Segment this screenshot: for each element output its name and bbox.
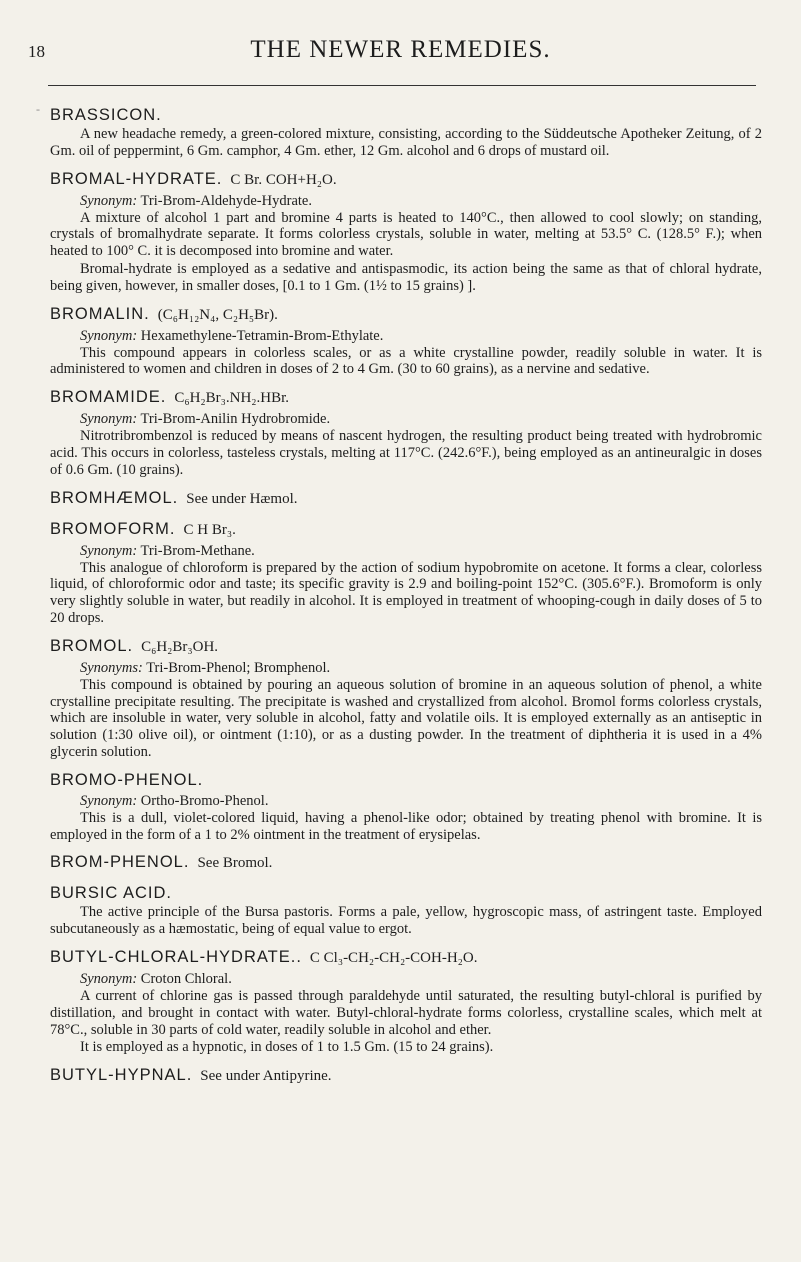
entry-paragraph: This compound appears in colorless scales, or as a white crystalline powder, readily soluble in water. It is administered to women and children in doses of 2 to 4 Gm. (30 to 60 grains), as a nervine and sedative.: [50, 344, 762, 378]
synonym-label: Synonym:: [80, 542, 138, 559]
entry-paragraph: Bromal-hydrate is employed as a sedative and antispasmodic, its action being the same as that of chloral hydrate, being given, however, in smaller doses, [0.1 to 1 Gm. (1½ to 15 grains) ].: [50, 260, 762, 294]
entry-formula: C H Br₃.: [183, 521, 236, 538]
entry-heading: [50, 303, 762, 326]
synonym-value: Croton Chloral.: [140, 970, 232, 987]
synonym-label: Synonym:: [80, 792, 138, 809]
entry-title: BROMHÆMOL.: [50, 488, 179, 507]
entry-formula: (C₆H₁₂N₄, C₂H₅Br).: [157, 306, 278, 323]
entry-heading: [50, 635, 762, 658]
entry-title: BRASSICON.: [50, 106, 162, 124]
synonym-label: Synonym:: [80, 192, 138, 209]
entry-title: BROMALIN.: [50, 304, 150, 323]
entry-heading: [50, 386, 762, 409]
entry-synonym: [80, 659, 762, 677]
entry-cross-reference: See under Hæmol.: [186, 490, 298, 507]
margin-mark: -: [36, 102, 40, 116]
entry-synonym: [80, 327, 762, 345]
entry: [50, 769, 762, 844]
synonym-value: Hexamethylene-Tetramin-Brom-Ethylate.: [140, 327, 384, 344]
entry: [50, 487, 762, 510]
entry-title: BUTYL-HYPNAL.: [50, 1066, 193, 1085]
entry-heading: [50, 769, 762, 791]
page-header: [0, 36, 801, 66]
entry-paragraph: A new headache remedy, a green-colored mixture, consisting, according to the Süddeutsche Apotheker Zeitung, of 2 Gm. oil of peppermint, 6 Gm. camphor, 4 Gm. ether, 12 Gm. alcohol and 6 drops of mustard oil.: [50, 126, 762, 159]
entry-cross-reference: See Bromol.: [197, 855, 273, 872]
entry-paragraph: Nitrotribrombenzol is reduced by means of nascent hydrogen, the resulting product being treated with hydrobromic acid. This occurs in colorless, tasteless crystals, melting at 117°C. (242.6°F.), being employed as an antineuralgic in doses of 0.6 Gm. (10 grains).: [50, 428, 762, 478]
header-rule: [48, 85, 756, 86]
entry-heading: [50, 946, 762, 969]
entry-title: BUTYL-CHLORAL-HYDRATE..: [50, 947, 302, 966]
entry: [50, 386, 762, 478]
entry-title: BROMOFORM.: [50, 519, 176, 538]
synonym-value: Ortho-Bromo-Phenol.: [140, 792, 269, 809]
entry-formula: C₆H₂Br₃OH.: [141, 638, 219, 655]
entry-heading: [50, 518, 762, 541]
entry: [50, 168, 762, 295]
entry-title: BROMAL-HYDRATE.: [50, 169, 223, 188]
synonym-value: Tri-Brom-Aldehyde-Hydrate.: [140, 192, 312, 209]
page-number: 18: [28, 42, 45, 61]
entry-heading: [50, 168, 762, 191]
entry-synonym: [80, 792, 762, 810]
entry-title: BROMAMIDE.: [50, 388, 167, 407]
synonym-value: Tri-Brom-Methane.: [140, 542, 255, 559]
entry-formula: C Cl₃-CH₂-CH₂-COH-H₂O.: [309, 949, 478, 966]
entry-synonym: [80, 192, 762, 210]
synonym-label: Synonym:: [80, 327, 138, 344]
entry-paragraph: The active principle of the Bursa pastoris. Forms a pale, yellow, hygroscopic mass, of astringent taste. Employed subcutaneously as a hæmostatic, being of equal value to ergot.: [50, 904, 762, 938]
entry: [50, 104, 762, 160]
entry-formula: C₆H₂Br₃.NH₂.HBr.: [174, 390, 290, 407]
entry: [50, 635, 762, 761]
running-title: THE NEWER REMEDIES.: [250, 36, 551, 63]
entry-cross-reference: See under Antipyrine.: [200, 1068, 332, 1085]
entry-paragraph: This compound is obtained by pouring an aqueous solution of bromine in an aqueous solution of phenol, a white crystalline precipitate resulting. The precipitate is washed and crystallized from alcohol. Bromol forms colorless crystals, which are insoluble in water, very soluble in alcohol, fatty and volatile oils. It is employed externally as an antiseptic in solution (1:30 olive oil), or ointment (1:10), or as a dusting powder. In the treatment of diphtheria it is used in a 4% glycerin solution.: [50, 676, 762, 760]
entries-list: [50, 96, 762, 1087]
entry-heading: [50, 487, 762, 510]
entry-synonym: [80, 410, 762, 428]
synonym-label: Synonym:: [80, 411, 138, 428]
entry: [50, 303, 762, 379]
synonym-label: Synonym:: [80, 970, 138, 987]
entry: [50, 946, 762, 1056]
synonym-label: Synonyms:: [80, 659, 143, 676]
entry-synonym: [80, 542, 762, 560]
entry-paragraph: A mixture of alcohol 1 part and bromine 4 parts is heated to 140°C., then allowed to cool slowly; on standing, crystals of bromalhydrate separate. It forms colorless crystals, soluble in water, melting at 53.5° C. (128.5° F.); when heated to 100° C. it is decomposed into bromine and water.: [50, 209, 762, 260]
entry-title: BURSIC ACID.: [50, 884, 173, 903]
entry-title: BROMO-PHENOL.: [50, 770, 204, 789]
entry: [50, 518, 762, 627]
entry: [50, 1064, 762, 1087]
synonym-value: Tri-Brom-Anilin Hydrobromide.: [140, 411, 331, 428]
entry-formula: C Br. COH+H₂O.: [230, 171, 337, 188]
entry: [50, 851, 762, 874]
entry-heading: [50, 1064, 762, 1087]
entry-paragraph: A current of chlorine gas is passed through paraldehyde until saturated, the resulting butyl-chloral is purified by distillation, and brought in contact with water. Butyl-chloral-hydrate forms colorless, crystalline scales, which melt at 78°C., soluble in 30 parts of cold water, readily soluble in alcohol and ether.: [50, 987, 762, 1038]
entry-heading: [50, 851, 762, 874]
entry-paragraph: This is a dull, violet-colored liquid, having a phenol-like odor; obtained by treating phenol with bromine. It is employed in the form of a 1 to 2% ointment in the treatment of erysipelas.: [50, 809, 762, 843]
entry-synonym: [80, 970, 762, 988]
entry: [50, 882, 762, 938]
entry-title: BROM-PHENOL.: [50, 853, 190, 872]
entry-paragraph: This analogue of chloroform is prepared by the action of sodium hypobromite on acetone. It forms a clear, colorless liquid, of chloroformic odor and taste; its specific gravity is 2.9 and boiling-point 152°C. (305.6°F.). Bromoform is only very slightly soluble in water, but readily in alcohol. It is employed in treatment of whooping-cough in daily doses of 5 to 20 drops.: [50, 559, 762, 626]
entry-heading: [50, 882, 762, 904]
entry-heading: [50, 104, 762, 126]
entry-title: BROMOL.: [50, 636, 134, 655]
entry-paragraph: It is employed as a hypnotic, in doses of 1 to 1.5 Gm. (15 to 24 grains).: [80, 1039, 494, 1056]
synonym-value: Tri-Brom-Phenol; Bromphenol.: [146, 659, 331, 676]
